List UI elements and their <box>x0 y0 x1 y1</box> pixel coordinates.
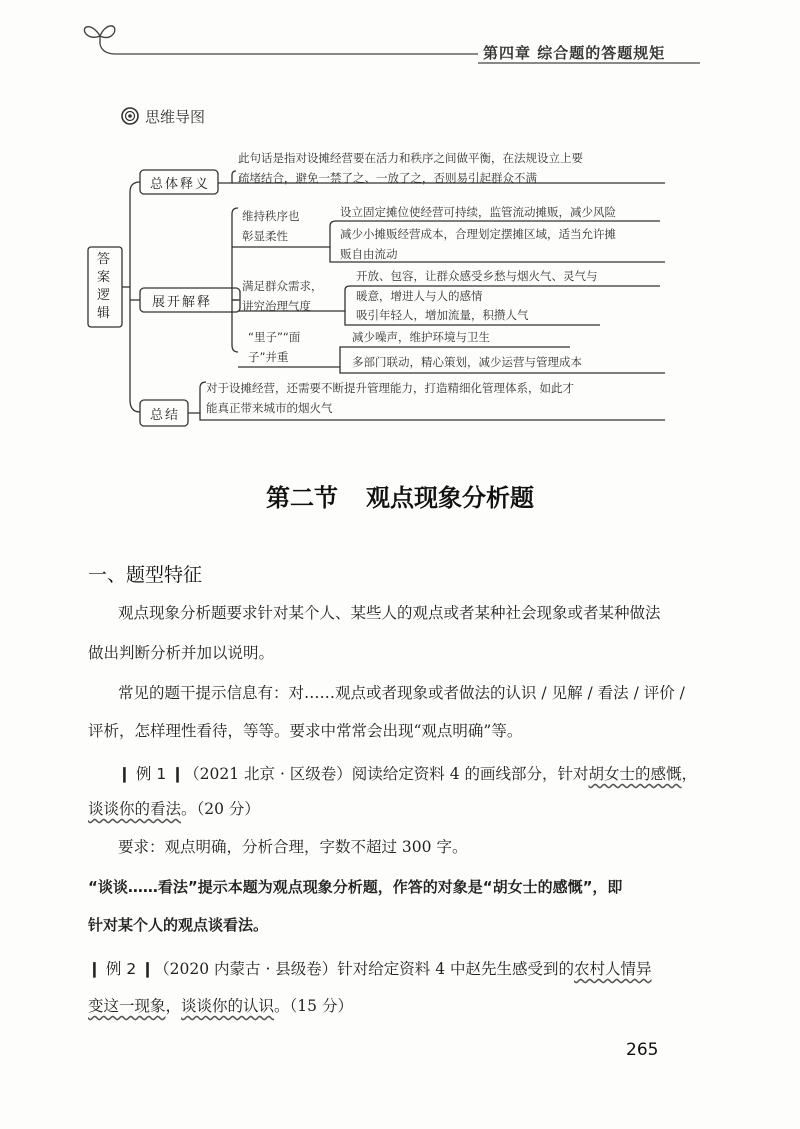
example-2-line2: 变这一现象，谈谈你的认识。（15 分） <box>88 997 353 1015</box>
sub1-label: 维持秩序也 彰显柔性 <box>242 209 300 243</box>
example-2-ask: 谈谈你的认识 <box>181 997 275 1015</box>
example-1-requirement: 要求：观点明确，分析合理，字数不超过 300 字。 <box>118 838 468 856</box>
sub2-leaf1: 开放、包容，让群众感受乡愁与烟火气、灵气与 暖意，增进人与人的感情 <box>356 269 598 303</box>
sub2-label: 满足群众需求， 讲究治理气度 <box>242 279 323 313</box>
example-1-tag: ❙ 例 1 ❙ <box>118 765 185 783</box>
example-2-line1: ❙ 例 2 ❙（2020 内蒙古 · 县级卷）针对给定资料 4 中赵先生感受到的农村人情异 <box>88 960 652 978</box>
paragraph-2-line2: 评析，怎样理性看待，等等。要求中常常会出现“观点明确”等。 <box>88 722 523 740</box>
section-title <box>0 478 800 513</box>
sub3-label: “里子”“面 子”并重 <box>248 330 301 364</box>
example-1-line2: 谈谈你的看法。（20 分） <box>88 800 260 818</box>
paragraph-1-line2: 做出判断分析并加以说明。 <box>88 644 275 662</box>
sub3-leaf2: 多部门联动，精心策划，减少运营与管理成本 <box>352 355 582 369</box>
example-1-target: 胡女士的感慨 <box>588 765 682 783</box>
example-2-tag: ❙ 例 2 ❙ <box>88 960 155 978</box>
example-1-explanation-line2: 针对某个人的观点谈看法。 <box>88 916 269 934</box>
paragraph-2-line1: 常见的题干提示信息有：对……观点或者现象或者做法的认识 / 见解 / 看法 / 评价 / <box>118 684 685 702</box>
section-name: 观点现象分析题 <box>366 484 534 512</box>
example-1-line1: ❙ 例 1 ❙（2021 北京 · 区级卷）阅读给定资料 4 的画线部分，针对胡女士的感慨， <box>118 765 698 783</box>
branch1-label: 总体释义 <box>150 177 211 192</box>
section-number: 第二节 <box>266 484 338 512</box>
branch3-label: 总结 <box>150 408 181 423</box>
branch3-note: 对于设摊经营，还需要不断提升管理能力，打造精细化管理体系，如此才 能真正带来城市的烟火气 <box>206 381 574 415</box>
example-2-target: 农村人情异 <box>574 960 652 978</box>
sub2-leaf2: 吸引年轻人，增加流量，积攒人气 <box>356 308 529 322</box>
branch2-label: 展开解释 <box>152 295 213 310</box>
sub1-leaf1: 设立固定摊位使经营可持续，监管流动摊贩，减少风险 <box>340 205 616 219</box>
root-label: 答案逻辑 <box>97 252 113 321</box>
page-number: 265 <box>626 1040 659 1060</box>
sub3-leaf1: 减少噪声，维护环境与卫生 <box>352 330 490 344</box>
sub1-leaf2: 减少小摊贩经营成本，合理划定摆摊区域，适当允许摊 贩自由流动 <box>340 227 616 261</box>
example-1-explanation-line1: “谈谈……看法”提示本题为观点现象分析题，作答的对象是“胡女士的感慨”，即 <box>88 878 623 896</box>
chapter-title: 第四章 综合题的答题规矩 <box>483 44 666 62</box>
branch1-note: 此句话是指对设摊经营要在活力和秩序之间做平衡，在法规设立上要 疏堵结合，避免一禁了之、一放了之，否则易引起群众不满 <box>238 151 583 185</box>
paragraph-1-line1: 观点现象分析题要求针对某个人、某些人的观点或者某种社会现象或者某种做法 <box>118 604 661 622</box>
mindmap-title: 思维导图 <box>145 108 206 126</box>
subsection-title: 一、题型特征 <box>88 564 203 586</box>
example-1-ask: 谈谈你的看法 <box>88 800 182 818</box>
